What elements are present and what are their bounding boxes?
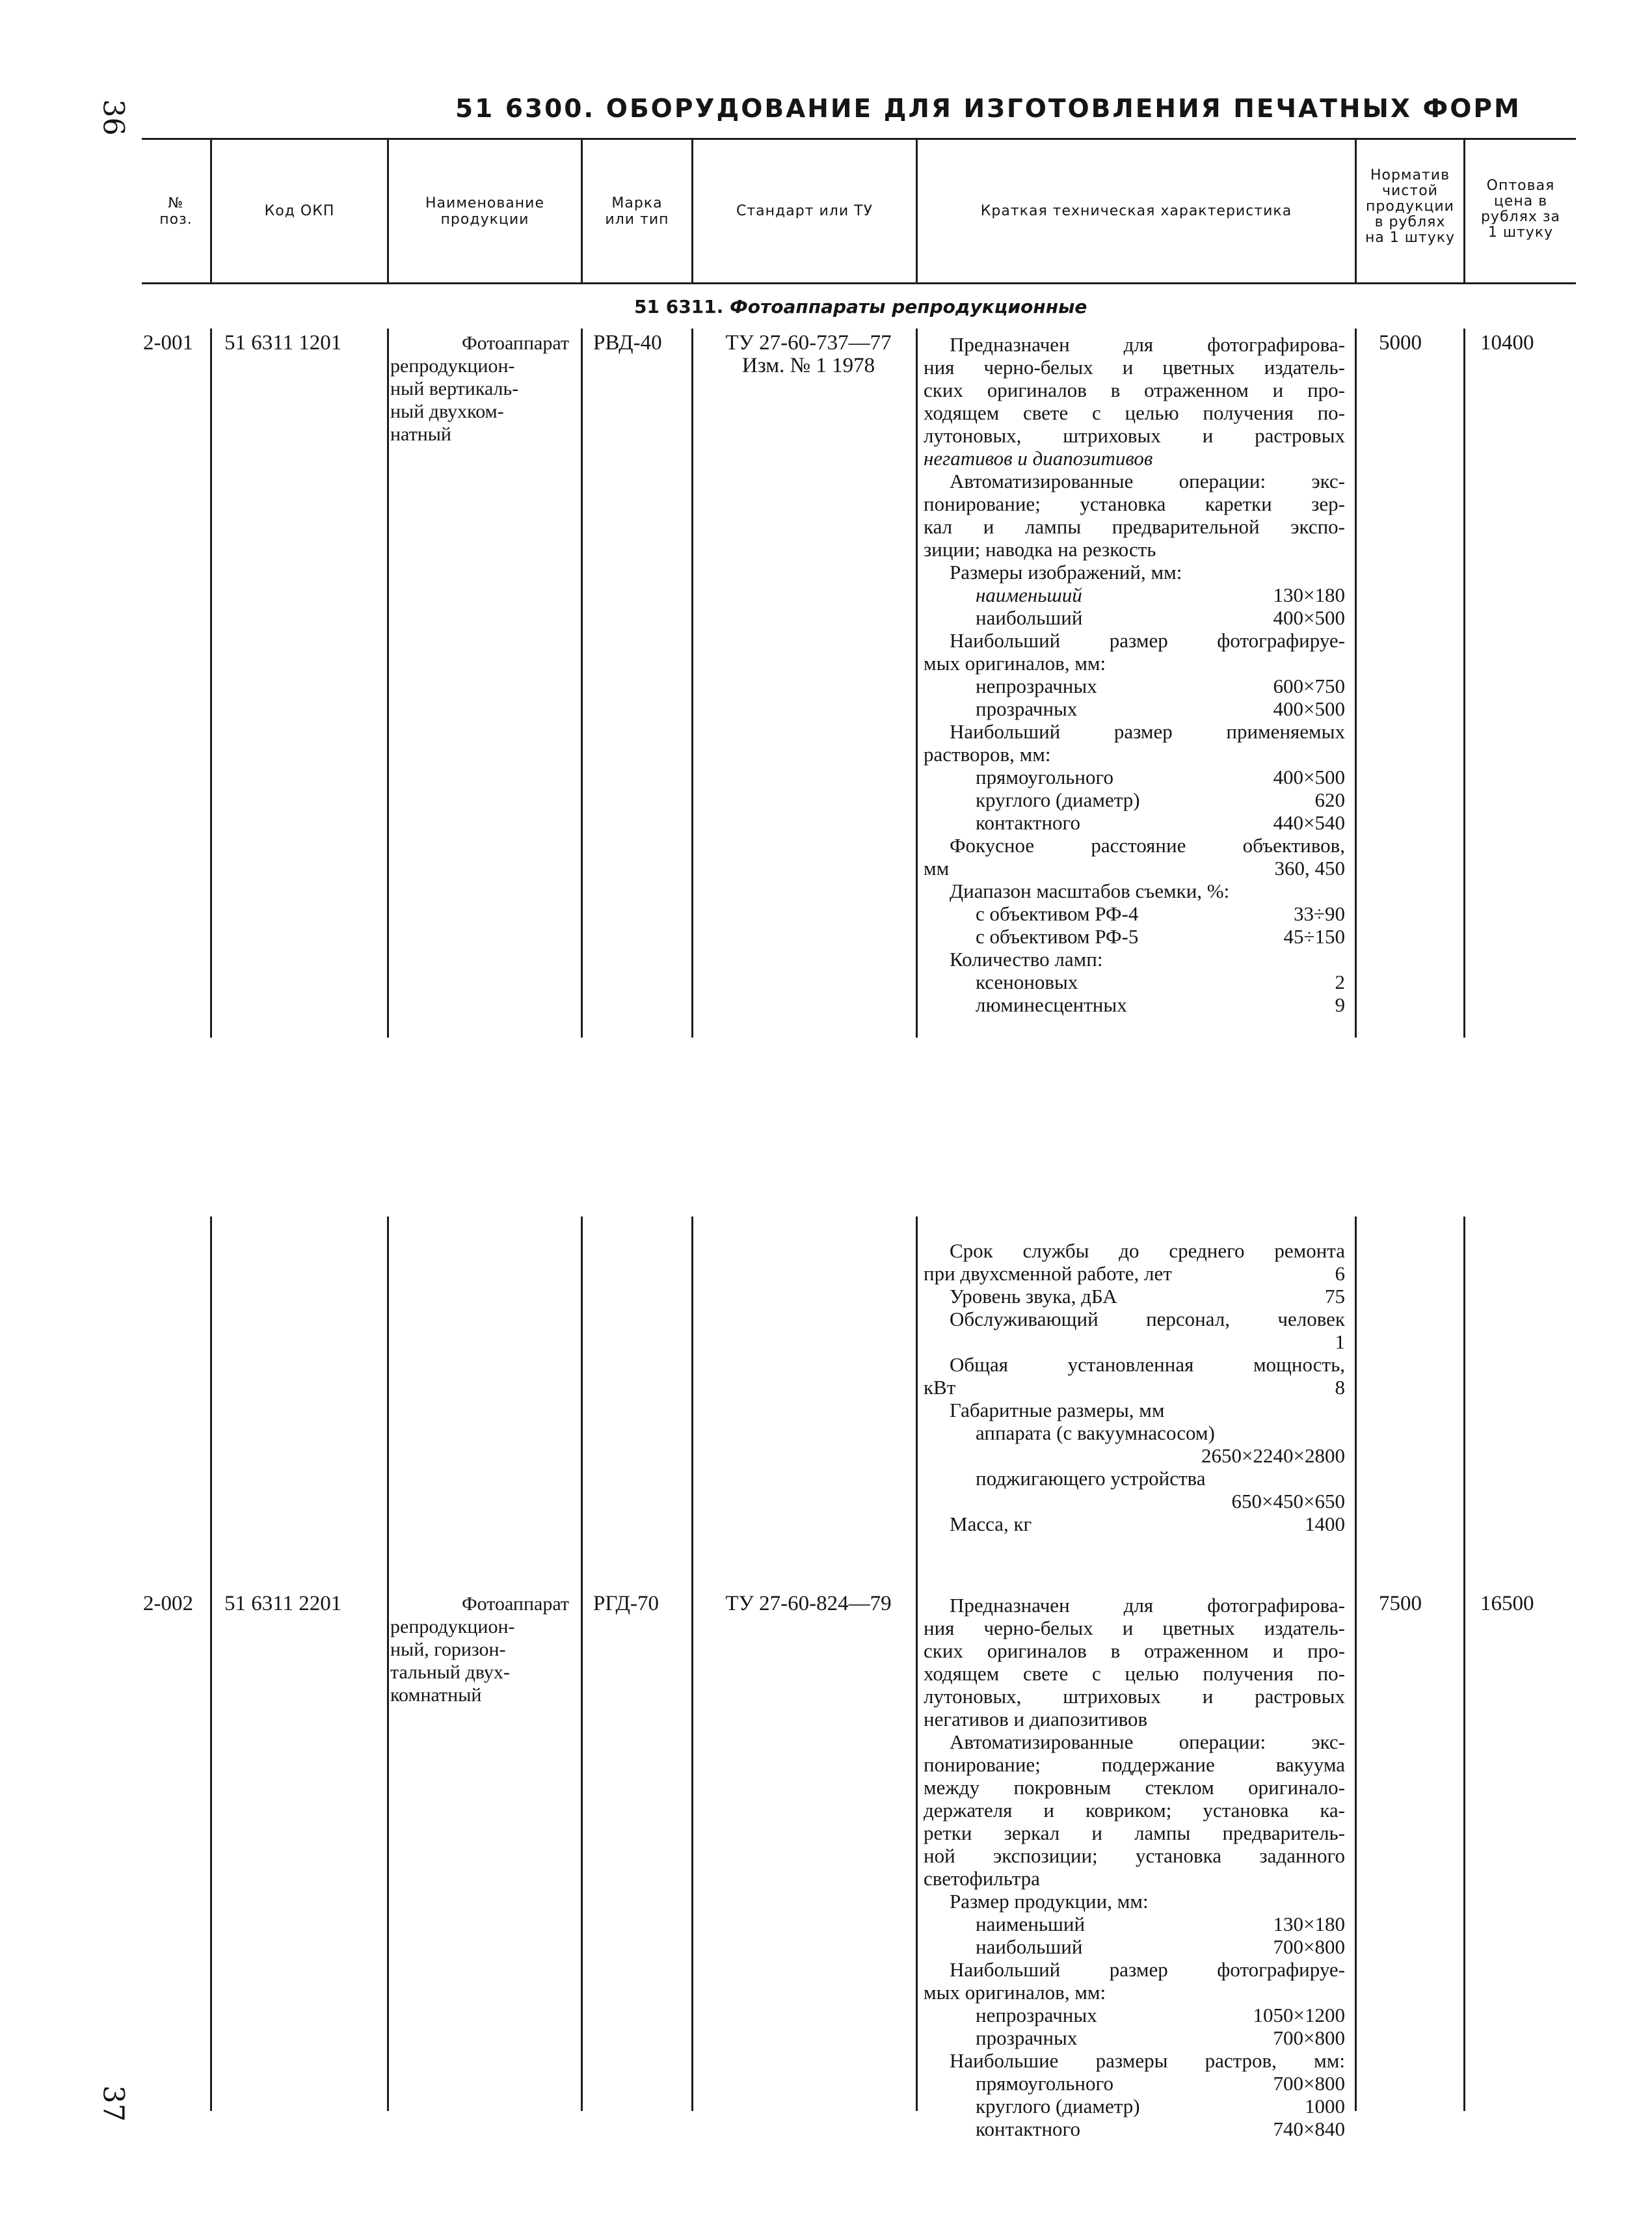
header-top-rule	[142, 138, 1576, 140]
header-num: № поз.	[159, 195, 193, 228]
col-divider	[387, 1217, 389, 2111]
header-price: Оптовая цена в рублях за 1 штуку	[1480, 178, 1561, 241]
row-std: ТУ 27-60-824—79	[725, 1592, 892, 1615]
col-divider	[916, 1217, 918, 2111]
col-divider	[581, 1217, 583, 2111]
row-norm: 5000	[1379, 331, 1422, 355]
row-price: 10400	[1480, 331, 1534, 355]
col-divider	[210, 329, 212, 1038]
header-desc: Краткая техническая характеристика	[980, 203, 1292, 219]
section-heading	[634, 296, 1087, 317]
row-price: 16500	[1480, 1592, 1534, 1615]
page-number-top: 36	[96, 99, 130, 136]
header-name: Наименование продукции	[425, 195, 544, 228]
page-number-bottom: 37	[96, 2085, 130, 2122]
row-okp: 51 6311 1201	[224, 331, 342, 355]
header-std: Стандарт или ТУ	[736, 203, 873, 219]
col-divider	[691, 1217, 693, 2111]
row-mark: РВД-40	[593, 331, 662, 355]
col-divider	[691, 329, 693, 1038]
col-divider	[1355, 329, 1357, 1038]
col-divider	[581, 329, 583, 1038]
row-description-continued: Срок службы до среднего ремонта при двухсменной работе, лет 6 Уровень звука, дБА 75 Обслуживающий персонал, человек 1 Общая установленная мощность, кВт 8 Габаритные размеры, мм аппарата (с вакуумнасосом) 2650×2240×2800 поджигающего устройства 650×450×650 Масса, кг 1400	[924, 1239, 1345, 1535]
col-divider	[1463, 1217, 1465, 2111]
row-num: 2-001	[143, 331, 193, 355]
row-num: 2-002	[143, 1592, 193, 1615]
section-code: 51 6311.	[634, 296, 724, 317]
section-title: Фотоаппараты репродукционные	[730, 296, 1087, 317]
header-okp: Код ОКП	[264, 203, 335, 219]
col-divider	[387, 329, 389, 1038]
row-mark: РГД-70	[593, 1592, 659, 1615]
col-divider	[1463, 329, 1465, 1038]
row-norm: 7500	[1379, 1592, 1422, 1615]
header-mark: Марка или тип	[605, 195, 669, 228]
row-okp: 51 6311 2201	[224, 1592, 342, 1615]
header-norm: Норматив чистой продукции в рублях на 1 штуку	[1365, 167, 1456, 246]
row-name: Фотоаппарат репродукцион- ный вертикаль- ный двухком- натный	[390, 332, 569, 445]
page-title: 51 6300. ОБОРУДОВАНИЕ ДЛЯ ИЗГОТОВЛЕНИЯ ПЕЧАТНЫХ ФОРМ	[455, 94, 1521, 124]
col-divider	[916, 329, 918, 1038]
col-divider	[1355, 1217, 1357, 2111]
row-description: Предназначен для фотографирова- ния черно-белых и цветных издатель- ских оригиналов в отраженном и про- ходящем свете с целью получения по- лутоновых, штриховых и растровых негативов и диапозитивов Автоматизированные операции: экс- понирование; установка каретки зер- кал и лампы предварительной экспо- зиции; наводка на резкость Размеры изображений, мм: наименьший 130×180 наибольший 400×500 Наибольший размер фотографируе- мых оригиналов, мм: непрозрачных 600×750 прозрачных 400×500 Наибольший размер применяемых растворов, мм: прямоугольного 400×500 круглого (диаметр) 620 контактного 440×540 Фокусное расстояние объективов, мм 360, 450 Диапазон масштабов съемки, %: с объективом РФ-4 33÷90 с объективом РФ-5 45÷150 Количество ламп: ксеноновых 2 люминесцентных 9	[924, 333, 1345, 1016]
row-std: ТУ 27-60-737—77 Изм. № 1 1978	[725, 331, 892, 377]
col-divider	[210, 1217, 212, 2111]
row-description: Предназначен для фотографирова- ния черно-белых и цветных издатель- ских оригиналов в отраженном и про- ходящем свете с целью получения по- лутоновых, штриховых и растровых негативов и диапозитивов Автоматизированные операции: экс- понирование; поддержание вакуума между покровным стеклом оригинало- держателя и ковриком; установка ка- ретки зеркал и лампы предваритель- ной экспозиции; установка заданного светофильтра Размер продукции, мм: наименьший 130×180 наибольший 700×800 Наибольший размер фотографируе- мых оригиналов, мм: непрозрачных 1050×1200 прозрачных 700×800 Наибольшие размеры растров, мм: прямоугольного 700×800 круглого (диаметр) 1000 контактного 740×840	[924, 1594, 1345, 2140]
header-bottom-rule	[142, 282, 1576, 284]
row-name: Фотоаппарат репродукцион- ный, горизон- тальный двух- комнатный	[390, 1593, 569, 1706]
